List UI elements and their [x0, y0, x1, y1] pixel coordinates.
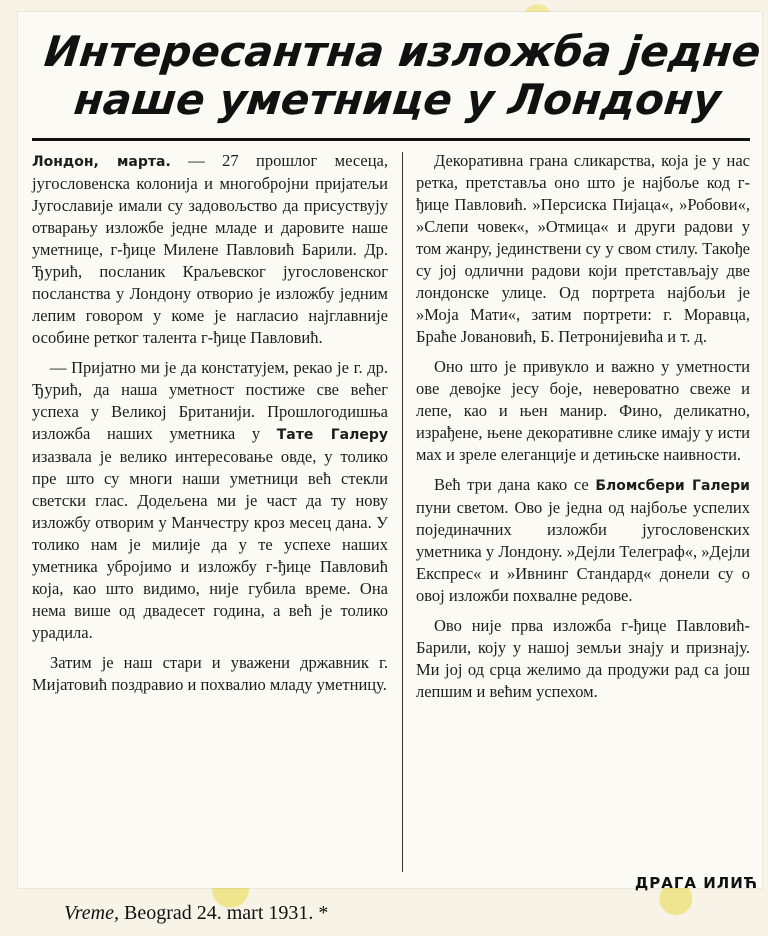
paragraph: Већ три дана како се Бломсбери Галери пуни светом. Ово је једна од најбоље успелих појединачних изложби југословенских уметника у Лондону. »Дејли Телеграф«, »Дејли Експрес« и »Ивнинг Стандард« донели су о овој изложби похвалне редове. [416, 475, 750, 605]
source-name: Vreme, [64, 902, 119, 924]
author-signature: ДРАГА ИЛИЋ [634, 874, 758, 892]
article-headline [35, 28, 765, 124]
gallery-name: Тате Галеру [276, 427, 388, 443]
paragraph: Ово није прва изложба г-ђице Павловић-Барили, коју у нашој земљи знају и признају. Ми јој од срца желимо да продужи рад са још лепшим и већим успехом. [416, 616, 750, 701]
paragraph: Оно што је привукло и важно у уметности ове девојке јесу боје, невероватно свеже и лепе, као и њен манир. Фино, деликатно, израђене, њене декоративне слике имају у исти мах и зреле елеганције и детињске наивности. [416, 357, 750, 464]
column-divider [402, 152, 403, 872]
source-caption [64, 902, 328, 925]
article-column-left [32, 150, 388, 704]
paragraph: Декоративна грана сликарства, која је у нас ретка, претставља оно што је најбоље код г-ђице Павловић. »Персиска Пијаца«, »Робови«, »Слепи човек«, »Отмица« и други радови у том жанру, јединствени су у свом стилу. Такође су јој одлични радови који претстављају две лондонске улице. Од портрета најбољи је »Моја Мати«, затим портрети: г. Моравца, Браће Јовановић, Б. Петронијевића и т. д. [416, 151, 750, 346]
headline-line-2: наше уметнице у Лондону [71, 75, 724, 124]
paragraph: Затим је наш стари и уважени државник г. Мијатовић поздравио и похвалио младу уметницу. [32, 653, 388, 694]
paragraph: — Пријатно ми је да констатујем, рекао је г. др. Ђурић, да наша уметност постиже све већег успеха у Великој Британији. Прошлогодишња изложба наших уметника у Тате Галеру изазвала је велико интересовање овде, у толико пре што су многи наши уметници већ стекли светски глас. Додељена ми је част да ту нову изложбу отворим у Манчестру кроз месец дана. У толико нам је милије да у те успехе наших уметника убројимо и изложбу г-ђице Павловић која, као што видимо, није губила време. Она нема више од двадесет година, а већ је толико урадила. [32, 358, 388, 642]
newspaper-clipping [18, 12, 764, 892]
article-column-right [416, 150, 750, 711]
headline-line-1: Интересантна изложба једне [42, 27, 764, 76]
dateline: Лондон, марта. [32, 154, 171, 170]
headline-rule [32, 138, 750, 141]
gallery-name: Бломсбери Галери [595, 478, 750, 494]
paragraph: Лондон, марта. — 27 прошлог месеца, југословенска колонија и многобројни пријатељи Југославије имали су задовољство да присуствују отварању изложбе једне младе и даровите наше уметнице, г-ђице Милене Павловић Барили. Др. Ђурић, посланик Краљевског југословенског посланства у Лондону отворио је изложбу једним лепим говором у коме је нагласио најглавније особине ретког талента г-ђице Павловић. [32, 151, 388, 347]
source-date: Beograd 24. mart 1931. * [118, 902, 329, 924]
